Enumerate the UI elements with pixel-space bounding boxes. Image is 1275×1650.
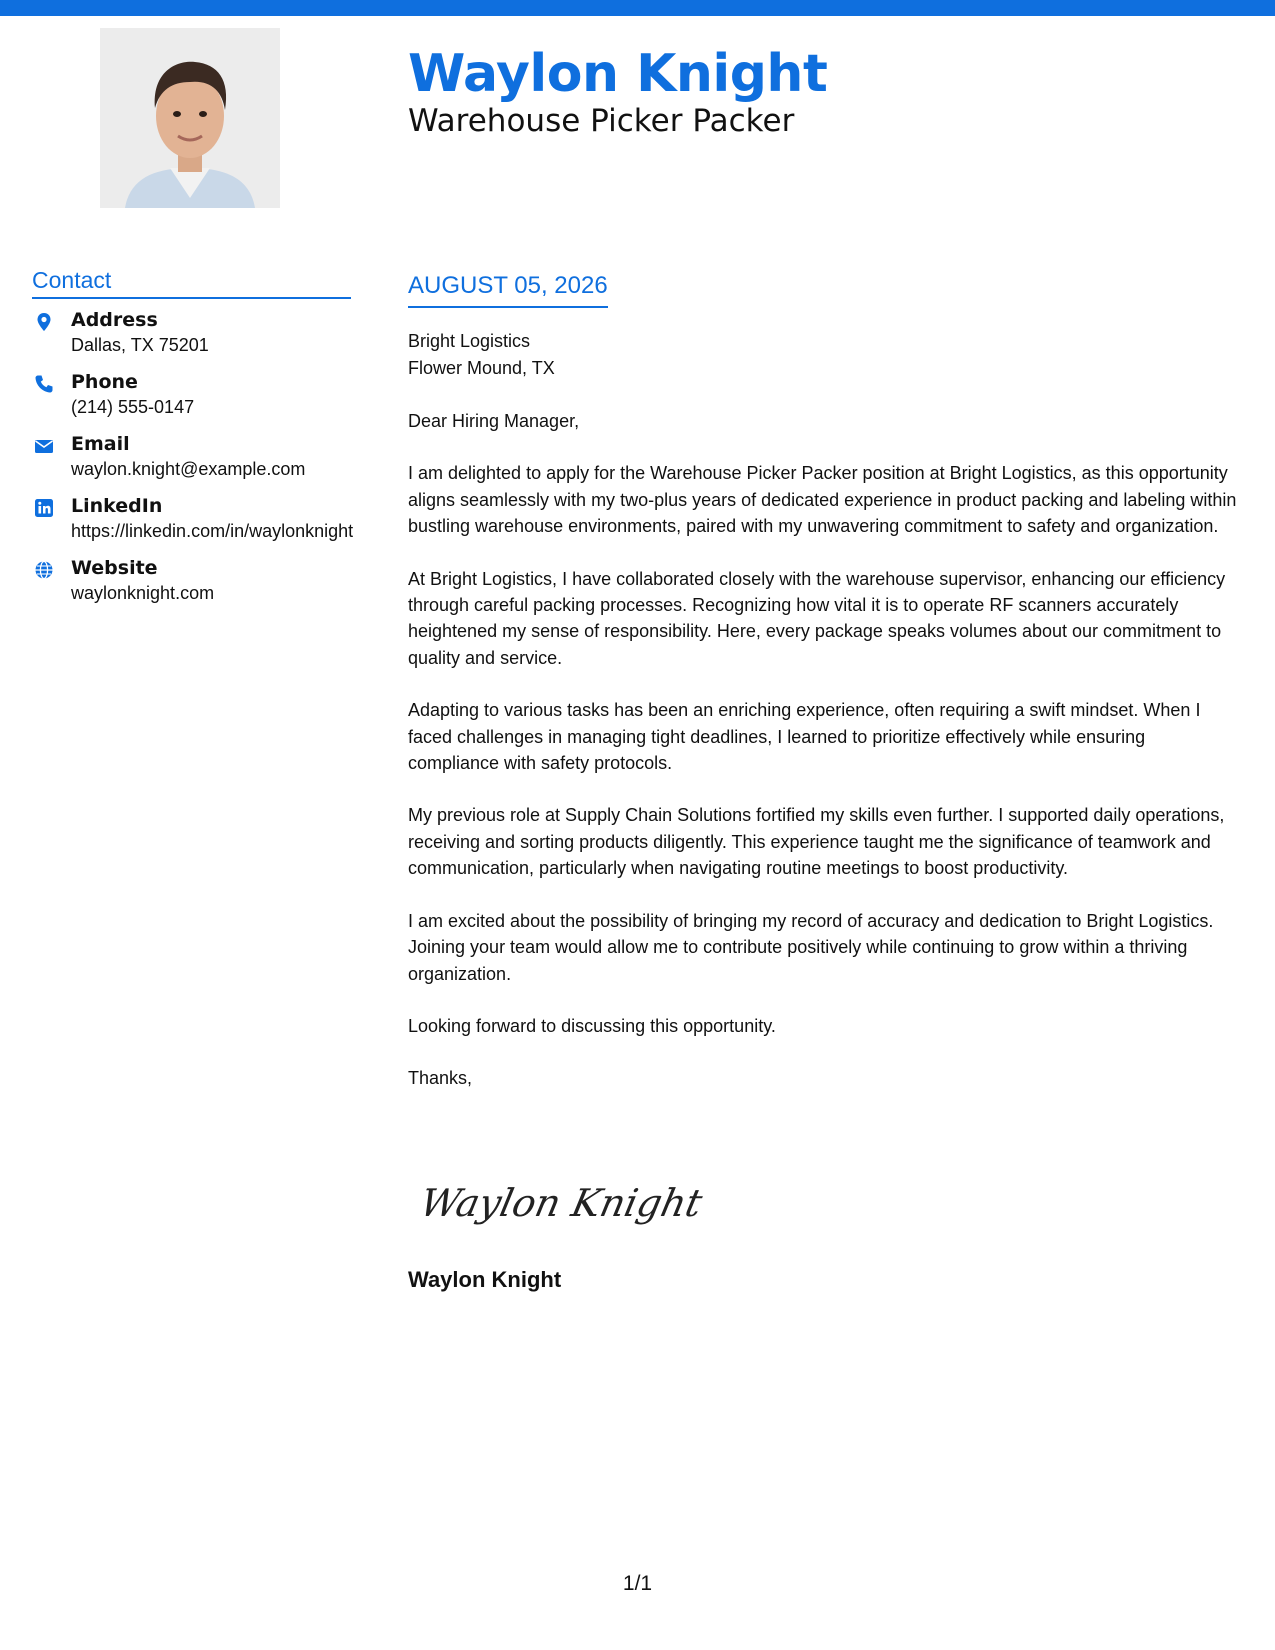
handwritten-signature	[410, 1170, 706, 1240]
letter-paragraph: My previous role at Supply Chain Solutions fortified my skills even further. I supported daily operations, receiving and sorting products diligently. This experience taught me the significance of teamwork and communication, particularly when navigating routine meetings to boost productivity.	[408, 805, 1225, 879]
salutation: Dear Hiring Manager,	[408, 411, 580, 431]
letter-paragraph: At Bright Logistics, I have collaborated closely with the warehouse supervisor, enhancing our efficiency through careful packing processes. Recognizing how vital it is to operate RF scanners accurately heightened my sense of responsibility. Here, every package speaks volumes about our commitment to quality and service.	[408, 568, 1226, 668]
globe-icon	[34, 560, 54, 580]
contact-label: LinkedIn	[71, 495, 163, 517]
letter-paragraph: I am excited about the possibility of bringing my record of accuracy and dedication to Bright Logistics. Joining your team would allow me to contribute positively while continuing to grow within a thriving organization.	[408, 910, 1214, 984]
signature-text: Waylon Knight	[416, 1181, 706, 1226]
page-number: 1/1	[622, 1572, 653, 1595]
contact-website	[32, 556, 362, 606]
closing-line: Looking forward to discussing this opportunity.	[408, 1015, 776, 1036]
contact-phone	[32, 370, 362, 420]
contact-list	[32, 308, 362, 618]
letter-paragraph: Adapting to various tasks has been an enriching experience, often requiring a swift mindset. When I faced challenges in managing tight deadlines, I learned to prioritize effectively while ensuring compliance with safety protocols.	[408, 700, 1201, 774]
job-title: Warehouse Picker Packer	[408, 103, 795, 139]
signoff: Thanks,	[408, 1068, 473, 1089]
top-accent-bar	[0, 0, 1275, 16]
letter-paragraph: I am delighted to apply for the Warehouse Picker Packer position at Bright Logistics, as this opportunity aligns seamlessly with my two-plus years of dedicated experience in product packing and labeling within bustling warehouse environments, paired with my unwavering commitment to safety and organization.	[408, 463, 1237, 537]
profile-photo	[100, 28, 280, 208]
email-value[interactable]: waylon.knight@example.com	[71, 459, 306, 479]
signer-name: Waylon Knight	[408, 1267, 562, 1292]
applicant-name: Waylon Knight	[408, 44, 828, 104]
linkedin-value[interactable]: https://linkedin.com/in/waylonknight	[71, 521, 354, 541]
phone-value: (214) 555-0147	[71, 397, 195, 417]
contact-linkedin	[32, 494, 362, 544]
map-pin-icon	[34, 312, 54, 332]
recipient-company: Bright Logistics	[408, 331, 531, 351]
contact-label: Address	[71, 309, 158, 331]
phone-icon	[34, 374, 54, 394]
website-value[interactable]: waylonknight.com	[71, 583, 215, 603]
contact-address	[32, 308, 362, 358]
recipient-location: Flower Mound, TX	[408, 358, 555, 378]
contact-label: Phone	[71, 371, 138, 393]
recipient-block	[408, 328, 1238, 382]
letter-date: AUGUST 05, 2026	[408, 270, 608, 308]
contact-label: Email	[71, 433, 130, 455]
linkedin-icon	[34, 498, 54, 518]
letter-body	[408, 328, 1238, 1118]
email-icon	[34, 436, 54, 456]
address-value: Dallas, TX 75201	[71, 335, 209, 355]
contact-heading: Contact	[32, 265, 351, 299]
contact-label: Website	[71, 557, 158, 579]
contact-email	[32, 432, 362, 482]
